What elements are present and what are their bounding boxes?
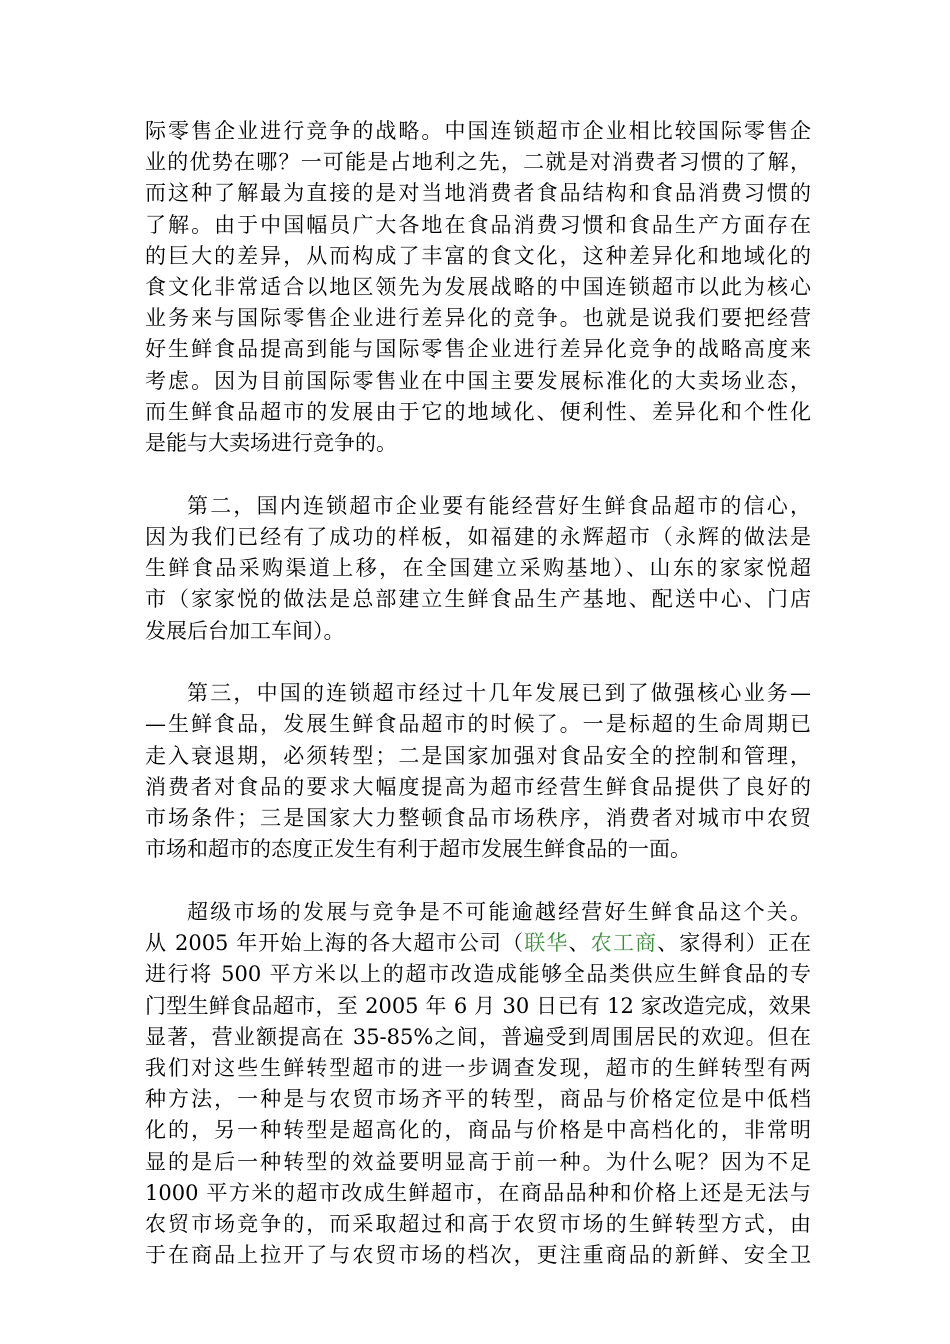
paragraph-3 [145, 678, 811, 865]
text-line: 因为我们已经有了成功的样板，如福建的永辉超市（永辉的做法是 [145, 524, 811, 549]
text-line: 种方法，一种是与农贸市场齐平的转型，商品与价格定位是中低档 [145, 1087, 811, 1112]
text-line: 超级市场的发展与竞争是不可能逾越经营好生鲜食品这个关。 [187, 899, 811, 924]
link-lianhua[interactable]: 联华 [524, 931, 569, 956]
text-line: 消费者对食品的要求大幅度提高为超市经营生鲜食品提供了良好的 [145, 774, 811, 799]
text-line: 1000 平方米的超市改成生鲜超市，在商品品种和价格上还是无法与 [145, 1180, 811, 1205]
text-line: 而生鲜食品超市的发展由于它的地域化、便利性、差异化和个性化 [145, 399, 811, 424]
text-line: 走入衰退期，必须转型；二是国家加强对食品安全的控制和管理， [145, 743, 811, 768]
text-line: 市场条件；三是国家大力整顿食品市场秩序，消费者对城市中农贸 [145, 806, 811, 831]
separator: 、 [657, 931, 680, 956]
text-line: 门型生鲜食品超市，至 2005 年 6 月 30 日已有 12 家改造完成，效果 [145, 993, 811, 1018]
text-line: 了解。由于中国幅员广大各地在食品消费习惯和食品生产方面存在 [145, 212, 811, 237]
text-line: 食文化非常适合以地区领先为发展战略的中国连锁超市以此为核心 [145, 275, 811, 300]
paragraph-1 [145, 116, 811, 459]
text-line: 我们对这些生鲜转型超市的进一步调查发现，超市的生鲜转型有两 [145, 1055, 811, 1080]
text-segment: 从 2005 年开始上海的各大超市公司（ [145, 931, 525, 956]
document-page [145, 116, 811, 1303]
text-line: 际零售企业进行竞争的战略。中国连锁超市企业相比较国际零售企 [145, 119, 811, 143]
text-line: 考虑。因为目前国际零售业在中国主要发展标准化的大卖场业态， [145, 368, 811, 393]
text-line: 市场和超市的态度正发生有利于超市发展生鲜食品的一面。 [145, 837, 691, 862]
text-line: 化的，另一种转型是超高化的，商品与价格是中高档化的，非常明 [145, 1118, 811, 1143]
text-line: 是能与大卖场进行竞争的。 [145, 431, 397, 456]
text-line: 于在商品上拉开了与农贸市场的档次，更注重商品的新鲜、安全卫 [145, 1243, 811, 1268]
text-line-with-links [145, 928, 811, 959]
text-line: 好生鲜食品提高到能与国际零售企业进行差异化竞争的战略高度来 [145, 337, 811, 362]
text-line: 市（家家悦的做法是总部建立生鲜食品生产基地、配送中心、门店 [145, 587, 811, 612]
paragraph-4 [145, 897, 811, 1271]
text-line: 第三，中国的连锁超市经过十几年发展已到了做强核心业务— [187, 681, 811, 706]
paragraph-2 [145, 491, 811, 647]
link-nonggongshang[interactable]: 农工商 [590, 931, 658, 956]
text-segment: ）正在 [745, 931, 812, 956]
text-line: 发展后台加工车间）。 [145, 618, 345, 643]
text-line: 业的优势在哪？一可能是占地利之先，二就是对消费者习惯的了解， [145, 150, 811, 175]
text-line: 显的是后一种转型的效益要明显高于前一种。为什么呢？因为不足 [145, 1149, 811, 1174]
text-line: —生鲜食品，发展生鲜食品超市的时候了。一是标超的生命周期已 [145, 712, 811, 737]
text-line: 第二，国内连锁超市企业要有能经营好生鲜食品超市的信心， [187, 493, 811, 518]
text-line: 农贸市场竞争的，而采取超过和高于农贸市场的生鲜转型方式，由 [145, 1212, 811, 1236]
text-line: 业务来与国际零售企业进行差异化的竞争。也就是说我们要把经营 [145, 306, 811, 331]
text-line: 而这种了解最为直接的是对当地消费者食品结构和食品消费习惯的 [145, 181, 811, 206]
text-line: 的巨大的差异，从而构成了丰富的食文化，这种差异化和地域化的 [145, 243, 811, 268]
text-line: 进行将 500 平方米以上的超市改造成能够全品类供应生鲜食品的专 [145, 962, 811, 987]
text-line: 生鲜食品采购渠道上移，在全国建立采购基地）、山东的家家悦超 [145, 556, 811, 581]
text-jiadeli: 家得利 [679, 931, 746, 956]
text-line: 显著，营业额提高在 35-85%之间，普遍受到周围居民的欢迎。但在 [145, 1024, 811, 1049]
separator: 、 [568, 931, 591, 956]
